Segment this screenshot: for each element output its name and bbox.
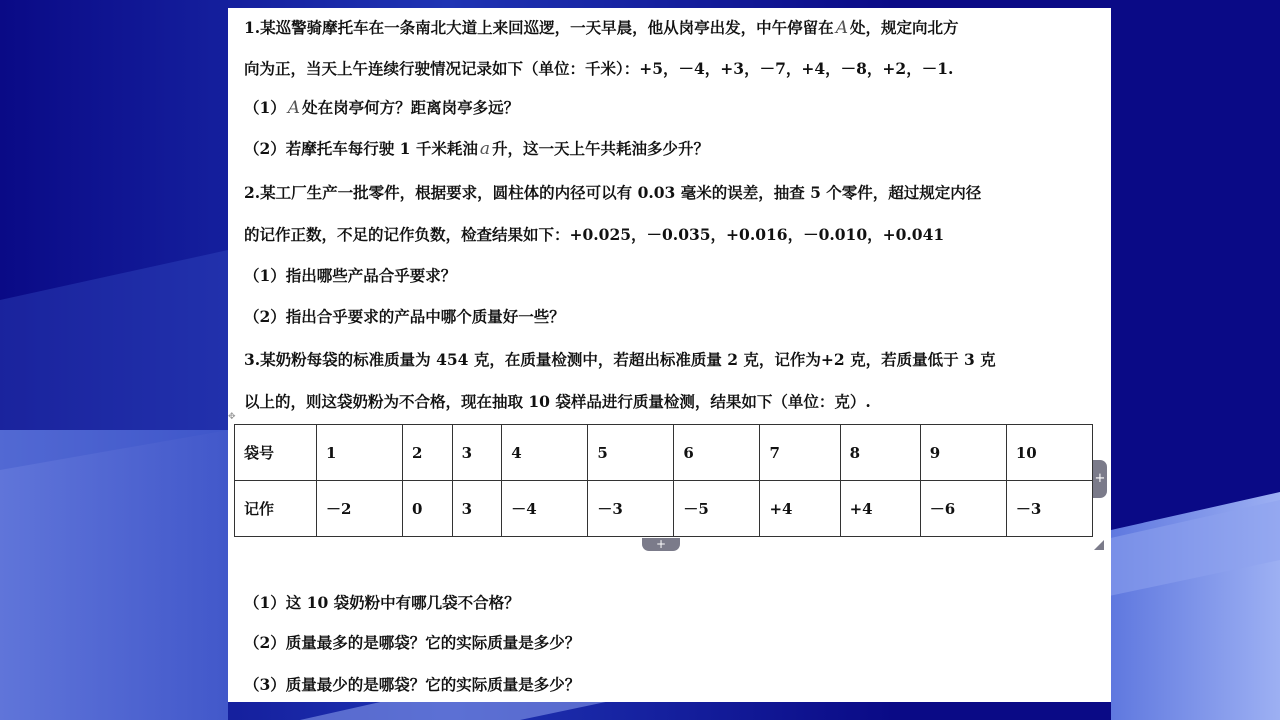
table-cell: 0 bbox=[403, 481, 453, 537]
problem3-question2: （2）质量最多的是哪袋？它的实际质量是多少？ bbox=[244, 633, 581, 652]
table-cell: －2 bbox=[317, 481, 403, 537]
table-cell: +4 bbox=[840, 481, 920, 537]
table-cell: 4 bbox=[502, 425, 588, 481]
problem3-line2: 以上的，则这袋奶粉为不合格，现在抽取 10 袋样品进行质量检测，结果如下（单位：克）. bbox=[244, 392, 871, 411]
variable-A: A bbox=[287, 98, 301, 118]
problem1-q2-prefix: （2）若摩托车每行驶 1 千米耗油 bbox=[244, 139, 478, 158]
document-page bbox=[228, 8, 1111, 702]
table-row-header: 记作 bbox=[235, 481, 317, 537]
problem1-q1-text: 处在岗亭何方？距离岗亭多远？ bbox=[302, 98, 520, 117]
variable-a: a bbox=[479, 139, 491, 159]
problem2-question2: （2）指出合乎要求的产品中哪个质量好一些？ bbox=[244, 307, 565, 326]
table-row bbox=[235, 425, 1093, 481]
problem1-line1-start: 1.某巡警骑摩托车在一条南北大道上来回巡逻，一天早晨，他从岗亭出发，中午停留在 bbox=[244, 18, 834, 37]
table-row bbox=[235, 481, 1093, 537]
add-column-button[interactable]: + bbox=[1093, 460, 1107, 498]
problem2-line2: 的记作正数，不足的记作负数，检查结果如下：+0.025，－0.035，+0.016，－0.010，+0.041 bbox=[244, 225, 945, 244]
table-cell: 1 bbox=[317, 425, 403, 481]
problem2-question1: （1）指出哪些产品合乎要求？ bbox=[244, 266, 457, 285]
table-cell: －6 bbox=[920, 481, 1006, 537]
table-cell: 10 bbox=[1006, 425, 1092, 481]
table-cell: －4 bbox=[502, 481, 588, 537]
problem1-question2 bbox=[244, 139, 709, 159]
problem1-question1 bbox=[244, 98, 519, 118]
add-row-button[interactable]: + bbox=[642, 538, 680, 551]
inspection-table bbox=[234, 424, 1093, 537]
problem2-line1: 2.某工厂生产一批零件，根据要求，圆柱体的内径可以有 0.03 毫米的误差，抽查 5 个零件，超过规定内径 bbox=[244, 183, 982, 202]
table-cell: 5 bbox=[588, 425, 674, 481]
table-cell: 6 bbox=[674, 425, 760, 481]
problem1-line1 bbox=[244, 18, 958, 38]
table-cell: 3 bbox=[452, 481, 502, 537]
problem3-line1: 3.某奶粉每袋的标准质量为 454 克，在质量检测中，若超出标准质量 2 克，记作为+2 克，若质量低于 3 克 bbox=[244, 350, 996, 369]
table-cell: +4 bbox=[760, 481, 840, 537]
table-cell: 9 bbox=[920, 425, 1006, 481]
table-cell: －3 bbox=[1006, 481, 1092, 537]
table-cell: 8 bbox=[840, 425, 920, 481]
table-cell: 2 bbox=[403, 425, 453, 481]
table-resize-icon[interactable] bbox=[1094, 540, 1104, 550]
problem1-q2-text: 升，这一天上午共耗油多少升？ bbox=[492, 139, 710, 158]
table-cell: －3 bbox=[588, 481, 674, 537]
problem1-q1-prefix: （1） bbox=[244, 98, 286, 117]
table-cell: －5 bbox=[674, 481, 760, 537]
table-row-header: 袋号 bbox=[235, 425, 317, 481]
variable-A: A bbox=[835, 18, 848, 38]
problem1-line1-end: 处，规定向北方 bbox=[849, 18, 959, 37]
table-move-handle[interactable]: ✥ bbox=[228, 412, 236, 422]
problem3-question1: （1）这 10 袋奶粉中有哪几袋不合格？ bbox=[244, 593, 520, 612]
problem3-question3: （3）质量最少的是哪袋？它的实际质量是多少？ bbox=[244, 675, 581, 694]
table-cell: 7 bbox=[760, 425, 840, 481]
problem1-line2: 向为正，当天上午连续行驶情况记录如下（单位：千米）：+5，－4，+3，－7，+4，－8，+2，－1. bbox=[244, 59, 954, 78]
table-cell: 3 bbox=[452, 425, 502, 481]
